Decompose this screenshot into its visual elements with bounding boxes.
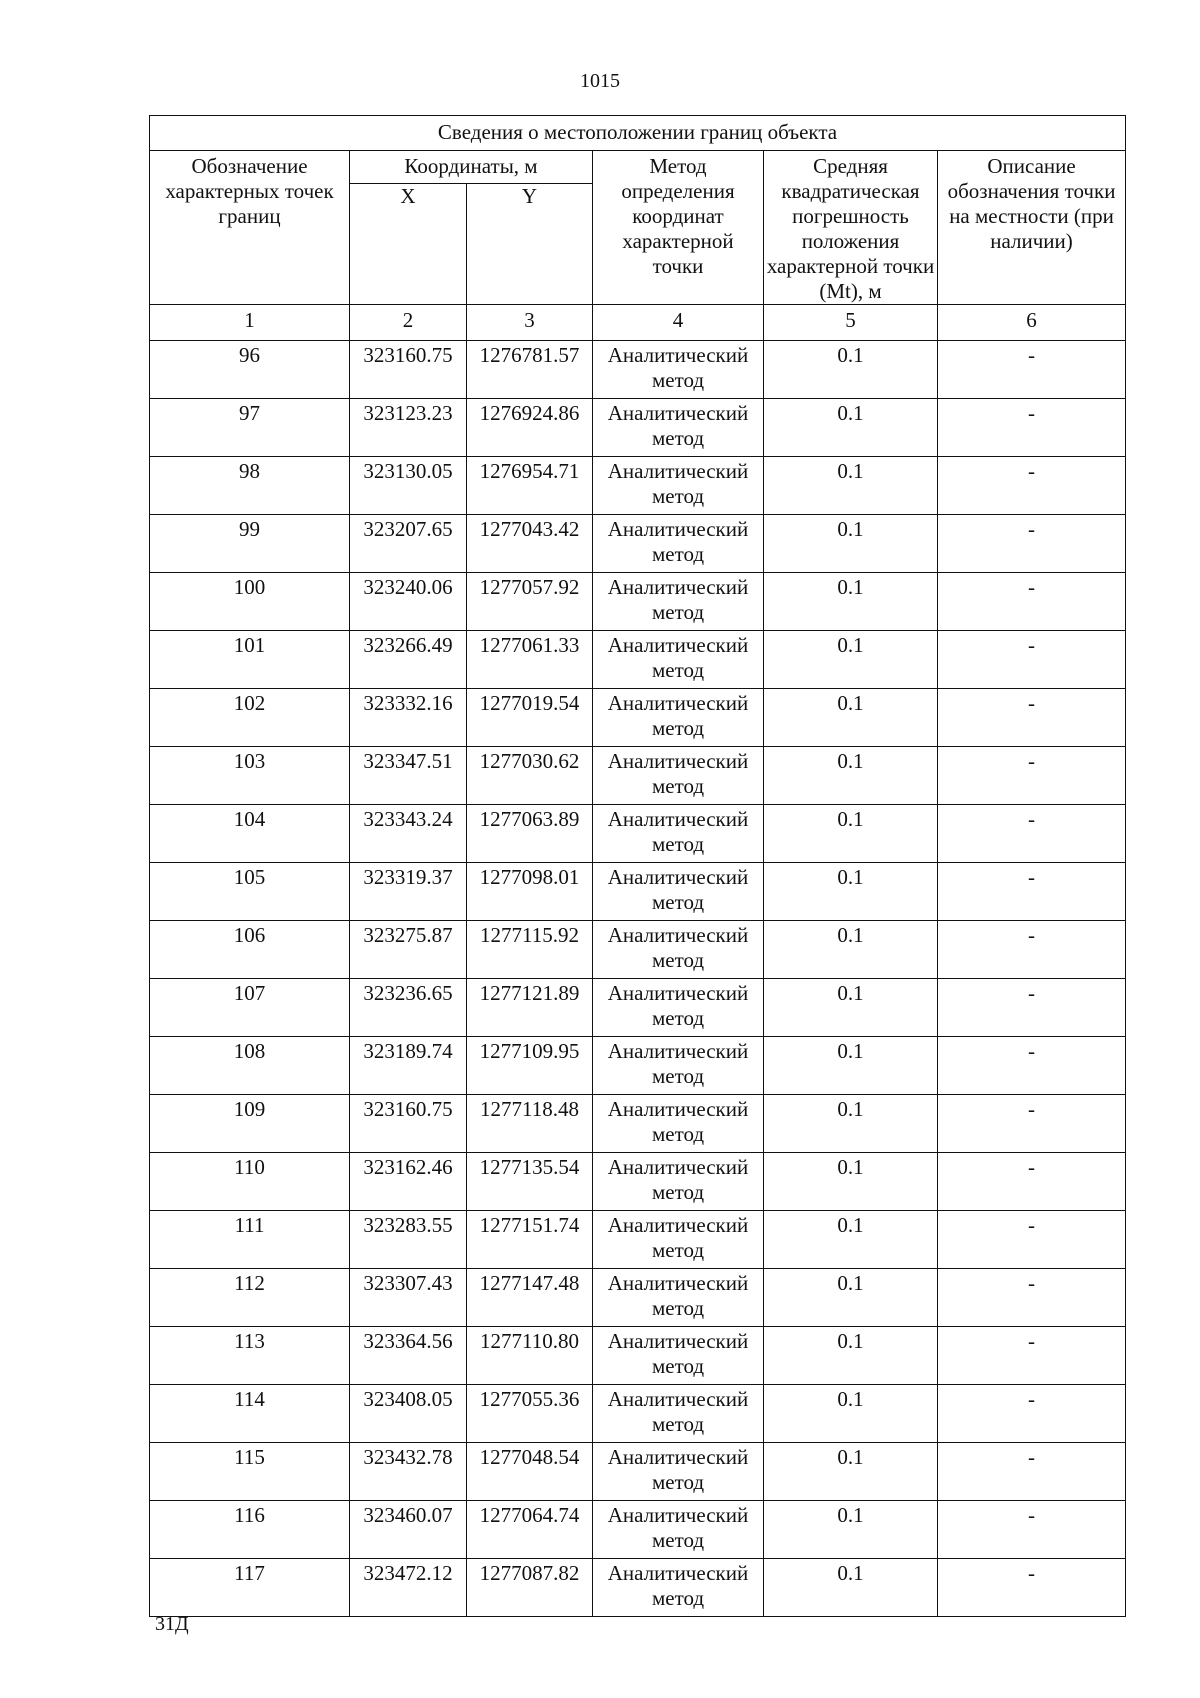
cell-x-coordinate: 323266.49 (350, 631, 467, 689)
cell-method: Аналитический метод (593, 979, 764, 1037)
cell-method: Аналитический метод (593, 1037, 764, 1095)
table-row (150, 1501, 1126, 1559)
cell-accuracy: 0.1 (764, 1037, 938, 1095)
cell-method: Аналитический метод (593, 631, 764, 689)
cell-point-number: 116 (150, 1501, 350, 1559)
cell-description: - (938, 863, 1126, 921)
cell-method: Аналитический метод (593, 921, 764, 979)
table-row (150, 979, 1126, 1037)
cell-point-number: 114 (150, 1385, 350, 1443)
cell-method: Аналитический метод (593, 399, 764, 457)
cell-accuracy: 0.1 (764, 689, 938, 747)
cell-x-coordinate: 323319.37 (350, 863, 467, 921)
cell-y-coordinate: 1276781.57 (467, 341, 593, 399)
cell-x-coordinate: 323240.06 (350, 573, 467, 631)
cell-point-number: 98 (150, 457, 350, 515)
column-number: 4 (593, 305, 764, 341)
cell-method: Аналитический метод (593, 1095, 764, 1153)
cell-method: Аналитический метод (593, 1501, 764, 1559)
table-row (150, 515, 1126, 573)
cell-point-number: 96 (150, 341, 350, 399)
column-number: 6 (938, 305, 1126, 341)
cell-x-coordinate: 323160.75 (350, 341, 467, 399)
cell-accuracy: 0.1 (764, 1443, 938, 1501)
cell-description: - (938, 747, 1126, 805)
cell-y-coordinate: 1277063.89 (467, 805, 593, 863)
cell-point-number: 102 (150, 689, 350, 747)
table-title-row (150, 116, 1126, 151)
table-row (150, 1037, 1126, 1095)
header-accuracy: Средняя квадратическая погрешность положения характерной точки (Mt), м (764, 151, 938, 305)
cell-description: - (938, 1443, 1126, 1501)
column-number: 2 (350, 305, 467, 341)
header-description: Описание обозначения точки на местности (при наличии) (938, 151, 1126, 305)
cell-x-coordinate: 323130.05 (350, 457, 467, 515)
cell-accuracy: 0.1 (764, 863, 938, 921)
table-row (150, 631, 1126, 689)
cell-y-coordinate: 1276954.71 (467, 457, 593, 515)
cell-description: - (938, 1385, 1126, 1443)
cell-point-number: 112 (150, 1269, 350, 1327)
table-row (150, 573, 1126, 631)
cell-y-coordinate: 1277098.01 (467, 863, 593, 921)
cell-x-coordinate: 323364.56 (350, 1327, 467, 1385)
cell-point-number: 101 (150, 631, 350, 689)
cell-x-coordinate: 323332.16 (350, 689, 467, 747)
cell-method: Аналитический метод (593, 863, 764, 921)
table-row (150, 1559, 1126, 1617)
cell-x-coordinate: 323343.24 (350, 805, 467, 863)
cell-x-coordinate: 323162.46 (350, 1153, 467, 1211)
cell-y-coordinate: 1277064.74 (467, 1501, 593, 1559)
cell-description: - (938, 921, 1126, 979)
cell-accuracy: 0.1 (764, 1211, 938, 1269)
page-number: 1015 (580, 70, 620, 92)
cell-description: - (938, 1269, 1126, 1327)
cell-accuracy: 0.1 (764, 1153, 938, 1211)
table-row (150, 747, 1126, 805)
table-row (150, 921, 1126, 979)
column-number: 1 (150, 305, 350, 341)
cell-point-number: 103 (150, 747, 350, 805)
cell-y-coordinate: 1277061.33 (467, 631, 593, 689)
cell-point-number: 110 (150, 1153, 350, 1211)
column-number: 3 (467, 305, 593, 341)
cell-accuracy: 0.1 (764, 341, 938, 399)
cell-method: Аналитический метод (593, 1153, 764, 1211)
cell-point-number: 100 (150, 573, 350, 631)
cell-y-coordinate: 1277057.92 (467, 573, 593, 631)
cell-x-coordinate: 323189.74 (350, 1037, 467, 1095)
cell-x-coordinate: 323307.43 (350, 1269, 467, 1327)
cell-y-coordinate: 1277147.48 (467, 1269, 593, 1327)
table-row (150, 805, 1126, 863)
cell-x-coordinate: 323460.07 (350, 1501, 467, 1559)
cell-y-coordinate: 1277087.82 (467, 1559, 593, 1617)
table-row (150, 689, 1126, 747)
cell-description: - (938, 1095, 1126, 1153)
cell-accuracy: 0.1 (764, 1095, 938, 1153)
cell-method: Аналитический метод (593, 457, 764, 515)
cell-y-coordinate: 1277110.80 (467, 1327, 593, 1385)
cell-y-coordinate: 1277030.62 (467, 747, 593, 805)
cell-x-coordinate: 323123.23 (350, 399, 467, 457)
cell-x-coordinate: 323283.55 (350, 1211, 467, 1269)
cell-y-coordinate: 1276924.86 (467, 399, 593, 457)
table-row (150, 863, 1126, 921)
table-title: Сведения о местоположении границ объекта (150, 116, 1126, 151)
cell-x-coordinate: 323408.05 (350, 1385, 467, 1443)
cell-description: - (938, 1211, 1126, 1269)
cell-y-coordinate: 1277121.89 (467, 979, 593, 1037)
cell-method: Аналитический метод (593, 689, 764, 747)
cell-point-number: 106 (150, 921, 350, 979)
column-number-row (150, 305, 1126, 341)
cell-description: - (938, 1327, 1126, 1385)
cell-method: Аналитический метод (593, 805, 764, 863)
cell-accuracy: 0.1 (764, 1269, 938, 1327)
cell-method: Аналитический метод (593, 515, 764, 573)
cell-description: - (938, 1037, 1126, 1095)
cell-accuracy: 0.1 (764, 805, 938, 863)
table-row (150, 1269, 1126, 1327)
header-y: Y (467, 184, 593, 305)
cell-accuracy: 0.1 (764, 515, 938, 573)
cell-x-coordinate: 323347.51 (350, 747, 467, 805)
cell-point-number: 107 (150, 979, 350, 1037)
cell-description: - (938, 805, 1126, 863)
cell-y-coordinate: 1277151.74 (467, 1211, 593, 1269)
cell-method: Аналитический метод (593, 1443, 764, 1501)
table-row (150, 1211, 1126, 1269)
cell-description: - (938, 341, 1126, 399)
cell-point-number: 111 (150, 1211, 350, 1269)
cell-point-number: 97 (150, 399, 350, 457)
cell-y-coordinate: 1277055.36 (467, 1385, 593, 1443)
cell-y-coordinate: 1277135.54 (467, 1153, 593, 1211)
cell-x-coordinate: 323207.65 (350, 515, 467, 573)
cell-x-coordinate: 323432.78 (350, 1443, 467, 1501)
cell-description: - (938, 399, 1126, 457)
header-point-designation: Обозначение характерных точек границ (150, 151, 350, 305)
cell-x-coordinate: 323236.65 (350, 979, 467, 1037)
cell-point-number: 109 (150, 1095, 350, 1153)
cell-point-number: 113 (150, 1327, 350, 1385)
cell-point-number: 108 (150, 1037, 350, 1095)
cell-x-coordinate: 323275.87 (350, 921, 467, 979)
table-row (150, 399, 1126, 457)
cell-y-coordinate: 1277019.54 (467, 689, 593, 747)
cell-method: Аналитический метод (593, 341, 764, 399)
header-row (150, 151, 1126, 184)
header-coordinates: Координаты, м (350, 151, 593, 184)
cell-description: - (938, 457, 1126, 515)
cell-description: - (938, 689, 1126, 747)
cell-accuracy: 0.1 (764, 921, 938, 979)
table-row (150, 1095, 1126, 1153)
cell-accuracy: 0.1 (764, 1385, 938, 1443)
cell-method: Аналитический метод (593, 1385, 764, 1443)
cell-description: - (938, 573, 1126, 631)
cell-method: Аналитический метод (593, 1327, 764, 1385)
cell-accuracy: 0.1 (764, 747, 938, 805)
table-row (150, 1153, 1126, 1211)
cell-description: - (938, 1559, 1126, 1617)
table-row (150, 341, 1126, 399)
cell-method: Аналитический метод (593, 1269, 764, 1327)
cell-point-number: 99 (150, 515, 350, 573)
cell-accuracy: 0.1 (764, 1559, 938, 1617)
cell-method: Аналитический метод (593, 1211, 764, 1269)
cell-x-coordinate: 323160.75 (350, 1095, 467, 1153)
cell-method: Аналитический метод (593, 747, 764, 805)
cell-accuracy: 0.1 (764, 631, 938, 689)
table-row (150, 1327, 1126, 1385)
boundary-coordinates-table (149, 115, 1126, 1617)
cell-accuracy: 0.1 (764, 573, 938, 631)
cell-point-number: 115 (150, 1443, 350, 1501)
cell-accuracy: 0.1 (764, 457, 938, 515)
cell-description: - (938, 631, 1126, 689)
cell-y-coordinate: 1277043.42 (467, 515, 593, 573)
table-row (150, 1385, 1126, 1443)
cell-accuracy: 0.1 (764, 979, 938, 1037)
cell-description: - (938, 1501, 1126, 1559)
cell-accuracy: 0.1 (764, 1501, 938, 1559)
cell-method: Аналитический метод (593, 573, 764, 631)
cell-accuracy: 0.1 (764, 399, 938, 457)
header-x: X (350, 184, 467, 305)
cell-point-number: 117 (150, 1559, 350, 1617)
cell-description: - (938, 515, 1126, 573)
cell-y-coordinate: 1277048.54 (467, 1443, 593, 1501)
cell-y-coordinate: 1277118.48 (467, 1095, 593, 1153)
header-method: Метод определения координат характерной точки (593, 151, 764, 305)
cell-description: - (938, 979, 1126, 1037)
cell-point-number: 104 (150, 805, 350, 863)
table-row (150, 457, 1126, 515)
cell-point-number: 105 (150, 863, 350, 921)
footer-code: 31Д (155, 1613, 189, 1635)
cell-x-coordinate: 323472.12 (350, 1559, 467, 1617)
column-number: 5 (764, 305, 938, 341)
cell-accuracy: 0.1 (764, 1327, 938, 1385)
cell-y-coordinate: 1277115.92 (467, 921, 593, 979)
cell-y-coordinate: 1277109.95 (467, 1037, 593, 1095)
cell-method: Аналитический метод (593, 1559, 764, 1617)
cell-description: - (938, 1153, 1126, 1211)
table-row (150, 1443, 1126, 1501)
